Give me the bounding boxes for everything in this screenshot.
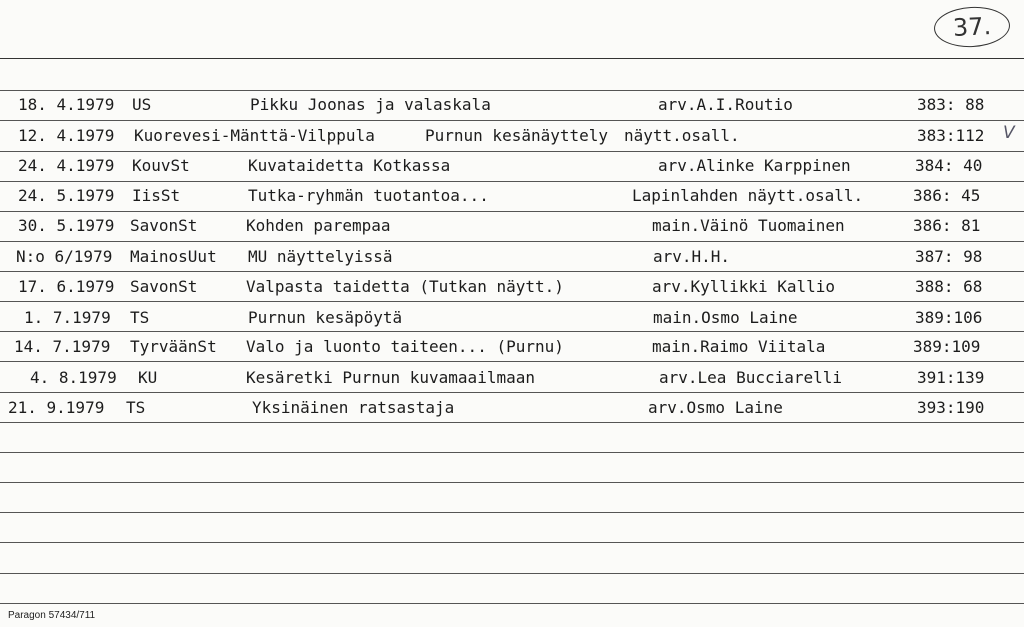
entry-title: Valpasta taidetta (Tutkan näytt.) <box>246 277 564 296</box>
entry-title: Yksinäinen ratsastaja <box>252 398 455 417</box>
entry-ref: 391:139 <box>917 368 985 387</box>
entry-ref: 393:190 <box>917 398 985 417</box>
header-line <box>0 58 1024 59</box>
entry-title: Kohden parempaa <box>246 216 391 235</box>
entry-source: TyrväänSt <box>130 337 217 356</box>
entry-note: arv.Alinke Karppinen <box>658 156 851 175</box>
entry-source: IisSt <box>132 186 181 205</box>
entry-source: TS <box>126 398 146 417</box>
check-mark: V <box>1003 123 1015 143</box>
entry-ref: 383: 88 <box>917 95 985 114</box>
entry-title: Kesäretki Purnun kuvamaailmaan <box>246 368 535 387</box>
entry-row <box>0 303 1024 333</box>
entry-source: TS <box>130 308 150 327</box>
entry-note: arv.Lea Bucciarelli <box>659 368 843 387</box>
entry-date: 21. 9.1979 <box>8 398 105 417</box>
entry-date: N:o 6/1979 <box>16 247 113 266</box>
ruled-line <box>0 452 1024 453</box>
ruled-line <box>0 542 1024 543</box>
entry-source: US <box>132 95 152 114</box>
entry-note: Lapinlahden näytt.osall. <box>632 186 864 205</box>
entry-title: Purnun kesänäyttely <box>425 126 609 145</box>
entry-date: 18. 4.1979 <box>18 95 115 114</box>
entry-title: Kuvataidetta Kotkassa <box>248 156 451 175</box>
entry-source: Kuorevesi-Mänttä-Vilppula <box>134 126 375 145</box>
entry-note: main.Raimo Viitala <box>652 337 826 356</box>
entry-ref: 389:106 <box>915 308 983 327</box>
entry-note: arv.Osmo Laine <box>648 398 783 417</box>
entry-date: 12. 4.1979 <box>18 126 115 145</box>
entry-ref: 387: 98 <box>915 247 983 266</box>
entry-row <box>0 121 1024 151</box>
entry-source: KU <box>138 368 158 387</box>
entry-note: arv.Kyllikki Kallio <box>652 277 836 296</box>
ruled-line <box>0 512 1024 513</box>
entry-ref: 389:109 <box>913 337 981 356</box>
entry-title: Purnun kesäpöytä <box>248 308 403 327</box>
card-number-text: 37. <box>952 12 992 42</box>
ruled-line <box>0 482 1024 483</box>
entry-note: main.Väinö Tuomainen <box>652 216 845 235</box>
entry-date: 1. 7.1979 <box>24 308 111 327</box>
entry-row <box>0 90 1024 120</box>
entry-source: KouvSt <box>132 156 190 175</box>
entry-date: 4. 8.1979 <box>30 368 117 387</box>
entry-ref: 384: 40 <box>915 156 983 175</box>
entry-row <box>0 393 1024 423</box>
entry-title: MU näyttelyissä <box>248 247 393 266</box>
entry-date: 24. 5.1979 <box>18 186 115 205</box>
entry-date: 17. 6.1979 <box>18 277 115 296</box>
entry-ref: 388: 68 <box>915 277 983 296</box>
entry-title: Tutka-ryhmän tuotantoa... <box>248 186 489 205</box>
entry-title: Pikku Joonas ja valaskala <box>250 95 491 114</box>
ruled-line <box>0 573 1024 574</box>
entry-ref: 386: 45 <box>913 186 981 205</box>
entry-row <box>0 211 1024 241</box>
entry-date: 30. 5.1979 <box>18 216 115 235</box>
entry-row <box>0 272 1024 302</box>
entry-row <box>0 151 1024 181</box>
entry-row <box>0 181 1024 211</box>
entry-note: arv.A.I.Routio <box>658 95 793 114</box>
entry-source: SavonSt <box>130 216 198 235</box>
entry-row <box>0 242 1024 272</box>
entry-source: MainosUut <box>130 247 217 266</box>
entry-row <box>0 332 1024 362</box>
entry-note: näytt.osall. <box>624 126 740 145</box>
entry-source: SavonSt <box>130 277 198 296</box>
entry-note: arv.H.H. <box>653 247 731 266</box>
entry-ref: 386: 81 <box>913 216 981 235</box>
card-number <box>933 5 1011 49</box>
entry-date: 14. 7.1979 <box>14 337 111 356</box>
entry-date: 24. 4.1979 <box>18 156 115 175</box>
form-code: Paragon 57434/711 <box>8 610 96 621</box>
entry-note: main.Osmo Laine <box>653 308 798 327</box>
ruled-line <box>0 603 1024 604</box>
entry-row <box>0 363 1024 393</box>
entry-title: Valo ja luonto taiteen... (Purnu) <box>246 337 564 356</box>
entry-ref: 383:112 <box>917 126 985 145</box>
